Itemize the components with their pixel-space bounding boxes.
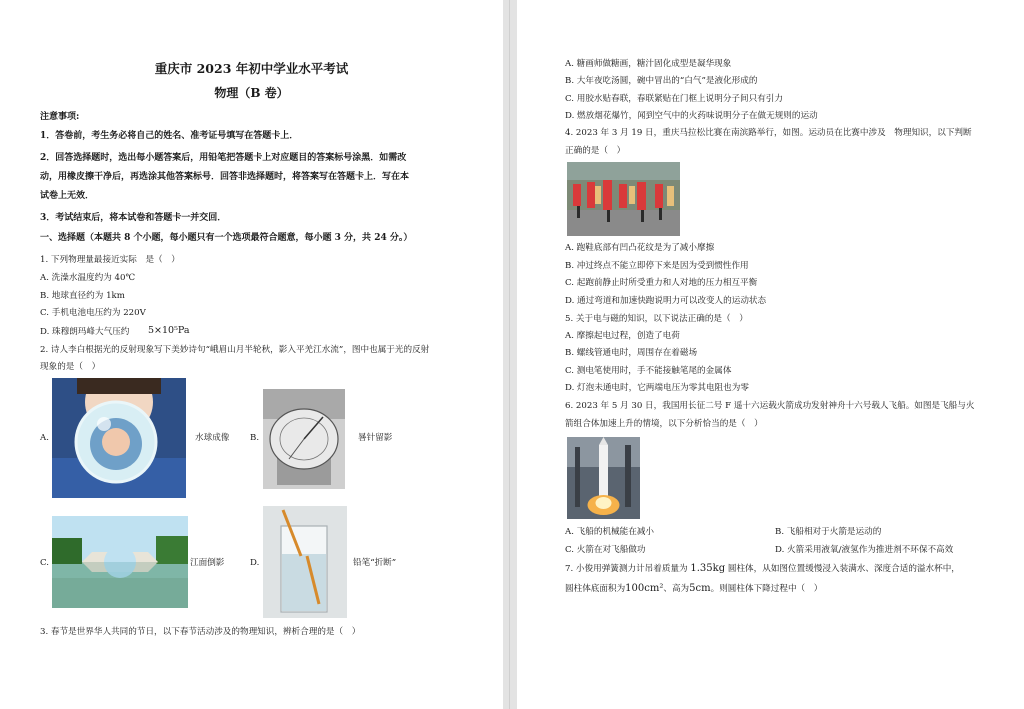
q7-text-a: 7. 小俊用弹簧测力计吊着质量为 — [565, 564, 688, 574]
notice-line: 1．答卷前，考生务必将自己的姓名、准考证号填写在答题卡上． — [40, 131, 299, 141]
q2-option-a-letter: A. — [40, 433, 49, 443]
sundial-photo — [263, 389, 345, 489]
question-4-line1: 4. 2023 年 3 月 19 日，重庆马拉松比赛在南滨路举行，如图。运动员在比赛中涉及 物理知识，以下判断 — [565, 128, 972, 138]
notice-line: 动，用橡皮擦干净后，再选涂其他答案标号．回答非选择题时，将答案写在答题卡上．写在本 — [40, 172, 410, 182]
q7-text-c: 圆柱体底面积为 — [565, 584, 626, 594]
question-6-line2: 箭组合体加速上升的情境，以下分析恰当的是（ ） — [565, 419, 763, 429]
rocket-launch-photo — [567, 437, 640, 519]
q7-text-b: 圆柱体，从如图位置缓慢浸入装满水、深度合适的溢水杯中， — [727, 564, 960, 574]
q5-option-c: C. 测电笔使用时，手不能接触笔尾的金属体 — [565, 366, 732, 376]
q7-height-value: 5cm — [689, 583, 711, 594]
q4-option-a: A. 跑鞋底部有凹凸花纹是为了减小摩擦 — [565, 243, 715, 253]
q2-option-c-caption: 江面倒影 — [190, 558, 225, 568]
q1-option-d-value: 5×10⁵Pa — [148, 325, 190, 336]
page-gap — [503, 0, 517, 709]
q2-option-c-letter: C. — [40, 558, 50, 568]
q1-option-b: B. 地球直径约为 1km — [40, 291, 125, 301]
notice-line: 试卷上无效． — [40, 191, 95, 201]
q7-text-d: 、高为 — [663, 584, 690, 594]
question-3: 3. 春节是世界华人共同的节日，以下春节活动涉及的物理知识，辨析合理的是（ ） — [40, 627, 361, 637]
question-6-line1: 6. 2023 年 5 月 30 日，我国用长征二号 F 遥十六运载火箭成功发射神舟十六号载人飞船。如图是飞船与火 — [565, 401, 975, 411]
q4-option-c: C. 起跑前静止时所受重力和人对地的压力相互平衡 — [565, 278, 758, 288]
water-ball-photo — [52, 378, 186, 498]
q3-option-c: C. 用胶水贴春联，春联紧贴在门框上说明分子间只有引力 — [565, 94, 783, 104]
exam-page-right — [517, 0, 1024, 709]
notice-line: 2．回答选择题时，选出每小题答案后，用铅笔把答题卡上对应题目的答案标号涂黑．如需改 — [40, 153, 407, 163]
question-7-line1 — [565, 563, 960, 575]
q4-option-b: B. 冲过终点不能立即停下来是因为受到惯性作用 — [565, 261, 749, 271]
q6-option-d: D. 火箭采用液氧/液氢作为推进剂不环保不高效 — [775, 545, 954, 555]
q1-option-c: C. 手机电池电压约为 220V — [40, 308, 146, 318]
bridge-reflection-photo — [52, 516, 188, 608]
q3-option-b: B. 大年夜吃汤圆，碗中冒出的“白气”是液化形成的 — [565, 76, 758, 86]
marathon-photo — [567, 162, 680, 236]
q2-option-a-caption: 水球成像 — [195, 433, 230, 443]
q5-option-a: A. 摩擦起电过程，创造了电荷 — [565, 331, 680, 341]
exam-page-left — [0, 0, 503, 709]
question-7-line2 — [565, 583, 822, 595]
q7-mass-value: 1.35kg — [690, 563, 726, 574]
question-1: 1. 下列物理量最接近实际 是（ ） — [40, 255, 180, 265]
q6-option-a: A. 飞船的机械能在减小 — [565, 527, 655, 537]
q5-option-d: D. 灯泡未通电时，它两端电压为零其电阻也为零 — [565, 383, 749, 393]
q5-option-b: B. 螺线管通电时，周围存在着磁场 — [565, 348, 698, 358]
q6-option-b: B. 飞船相对于火箭是运动的 — [775, 527, 882, 537]
q7-area-value: 100cm² — [625, 583, 664, 594]
q3-option-d: D. 燃放烟花爆竹，闻到空气中的火药味说明分子在做无规则的运动 — [565, 111, 818, 121]
exam-subtitle: 物理（B 卷） — [214, 86, 289, 100]
q3-option-a: A. 糖画师做糖画，糖汁固化成型是凝华现象 — [565, 59, 732, 69]
notice-line: 3．考试结束后，将本试卷和答题卡一并交回． — [40, 213, 227, 223]
question-2-line2: 现象的是（ ） — [40, 362, 101, 372]
pencil-in-water-photo — [263, 506, 347, 618]
q2-option-b-letter: B. — [250, 433, 260, 443]
page-divider — [509, 0, 510, 709]
exam-title: 重庆市 2023 年初中学业水平考试 — [154, 61, 349, 76]
q4-option-d: D. 通过弯道和加速快跑说明力可以改变人的运动状态 — [565, 296, 767, 306]
q2-option-d-caption: 铅笔“折断” — [353, 558, 397, 568]
section-heading: 一、选择题（本题共 8 个小题，每小题只有一个选项最符合题意，每小题 3 分，共 24 分。） — [40, 233, 413, 243]
q2-option-b-caption: 晷针留影 — [358, 433, 393, 443]
question-2-line1: 2. 诗人李白根据光的反射现象写下美妙诗句“峨眉山月半轮秋，影入平羌江水流”，图中也属于光的反射 — [40, 345, 430, 355]
q1-option-d: D. 珠穆朗玛峰大气压约 — [40, 327, 130, 337]
q1-option-a: A. 洗澡水温度约为 40℃ — [40, 273, 136, 283]
q2-option-d-letter: D. — [250, 558, 260, 568]
question-5: 5. 关于电与磁的知识，以下说法正确的是（ ） — [565, 314, 748, 324]
notice-heading: 注意事项: — [40, 112, 80, 122]
question-4-line2: 正确的是（ ） — [565, 146, 626, 156]
q6-option-c: C. 火箭在对飞船做功 — [565, 545, 646, 555]
q7-text-e: 。则圆柱体下降过程中（ ） — [710, 584, 823, 594]
